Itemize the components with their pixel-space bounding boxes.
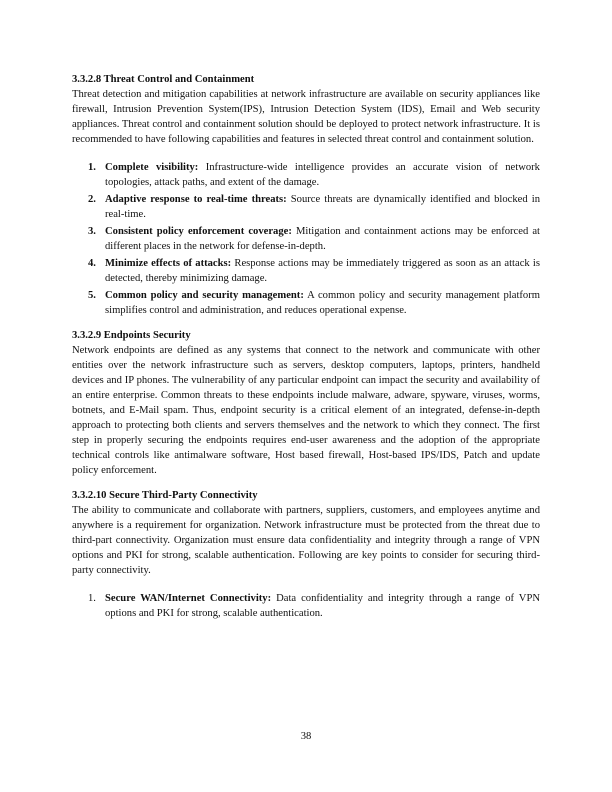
list-item [72,192,540,222]
section-heading: 3.3.2.10 Secure Third-Party Connectivity [72,490,258,501]
list-item-text: Response actions may be immediately triggered as soon as an attack is detected, thereby minimizing damage. [105,258,540,284]
list-item-lead: Adaptive response to real-time threats: [105,194,287,205]
section-paragraph: Network endpoints are defined as any systems that connect to the network and communicate with other entities over the network infrastructure such as servers, desktop computers, laptops, printers, handheld devices and IP phones. The vulnerability of any particular endpoint can impact the security and availability of an entire enterprise. Common threats to these endpoints include malware, adware, spyware, viruses, worms, botnets, and E-Mail spam. Thus, endpoint security is a critical element of an integrated, defense-in-depth approach to protecting both clients and servers themselves and the network to which they connect. The first step in properly securing the endpoints requires end-user awareness and the adoption of the appropriate technical controls like antimalware software, Host based firewall, Host-based IPS/IDS, Patch and update policy enforcement. [72,345,540,476]
list-item [72,256,540,286]
list-number: 1. [88,593,96,604]
section-paragraph: The ability to communicate and collaborate with partners, suppliers, customers, and employees anytime and anywhere is a requirement for organization. Network infrastructure must be protected from the threat due to third-part connectivity. Organization must ensure data confidentiality and integrity through a range of VPN options and PKI for strong, scalable authentication. Following are key points to consider for securing third-party connectivity. [72,505,540,576]
list-item-text: Data confidentiality and integrity through a range of VPN options and PKI for strong, scalable authentication. [105,593,541,619]
page-number: 38 [300,731,312,742]
section-threat-control [72,72,540,318]
section-heading: 3.3.2.9 Endpoints Security [72,330,191,341]
section-heading: 3.3.2.8 Threat Control and Containment [72,74,255,85]
section-paragraph: Threat detection and mitigation capabilities at network infrastructure are available on security appliances like firewall, Intrusion Prevention System(IPS), Intrusion Detection System (IDS), Email and Web security appliances. Threat control and containment solution should be deployed to protect network infrastructure. It is recommended to have following capabilities and features in selected threat control and containment solution. [72,89,540,145]
list-item-lead: Complete visibility: [105,162,199,173]
list-item [72,288,540,318]
list-item [72,591,540,621]
list-item-text: A common policy and security management platform simplifies control and administration, and reduces operational expense. [105,290,540,316]
list-item [72,224,540,254]
list-item-text: Infrastructure-wide intelligence provides an accurate vision of network topologies, attack paths, and extent of the damage. [105,162,540,188]
list-item-lead: Consistent policy enforcement coverage: [105,226,292,237]
list-item [72,160,540,190]
list-item-lead: Secure WAN/Internet Connectivity: [105,593,272,604]
list-number: 4. [88,258,96,269]
list-number: 5. [88,290,96,301]
list-item-lead: Common policy and security management: [105,290,304,301]
list-number: 3. [88,226,96,237]
list-number: 2. [88,194,96,205]
section-third-party-connectivity [72,488,540,621]
key-points-list [72,591,540,621]
page-content [72,72,540,631]
list-item-text: Source threats are dynamically identified and blocked in real-time. [105,194,540,220]
section-endpoints-security [72,328,540,478]
list-number: 1. [88,162,96,173]
list-item-text: Mitigation and containment actions may be enforced at different places in the network for defense-in-depth. [105,226,540,252]
capabilities-list [72,160,540,318]
list-item-lead: Minimize effects of attacks: [105,258,232,269]
